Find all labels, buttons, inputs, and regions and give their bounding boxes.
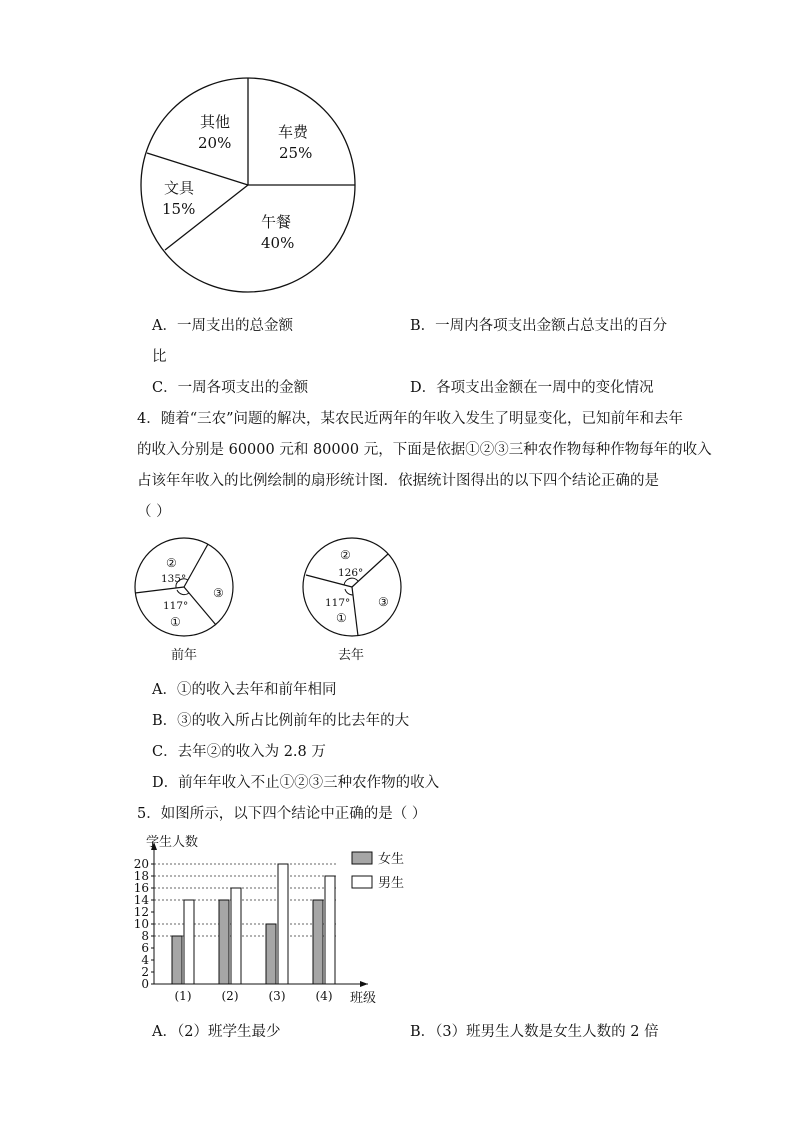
q5-option-b: B．（3）班男生人数是女生人数的 2 倍 <box>410 1024 659 1040</box>
y-tick-label-16: 16 <box>133 881 149 895</box>
x-tick-label-3: (3) <box>268 989 286 1003</box>
y-tick-label-0: 0 <box>141 977 149 991</box>
q4-option-c: C．去年②的收入为 2.8 万 <box>152 744 326 760</box>
x-axis-title: 班级 <box>350 991 377 1006</box>
bar-girls-2 <box>219 900 229 984</box>
pie-pct-qita: 20% <box>198 134 232 152</box>
y-tick-label-2: 2 <box>141 965 149 979</box>
y-tick-label-18: 18 <box>133 869 149 883</box>
bar-boys-1 <box>184 900 194 984</box>
q4-stem-line1: 4．随着“三农”问题的解决，某农民近两年的年收入发生了明显变化，已知前年和去年 <box>137 411 684 427</box>
legend-swatch-girls <box>352 852 372 864</box>
q4-option-a: A．①的收入去年和前年相同 <box>152 682 337 698</box>
q3-option-b: B．一周内各项支出金额占总支出的百分 <box>410 318 668 334</box>
bar-boys-2 <box>231 888 241 984</box>
y-tick-label-12: 12 <box>133 905 149 919</box>
q4-right-label-1: ① <box>336 611 347 625</box>
bar-girls-4 <box>313 900 323 984</box>
pie-label-wenju: 文具 <box>164 179 195 197</box>
y-tick-label-4: 4 <box>141 953 149 967</box>
y-tick-label-20: 20 <box>133 857 149 871</box>
q3-option-a: A．一周支出的总金额 <box>152 318 293 334</box>
q4-left-label-2: ② <box>166 556 177 570</box>
q4-option-d: D．前年年收入不止①②③三种农作物的收入 <box>152 775 440 791</box>
y-tick-label-8: 8 <box>141 929 149 943</box>
q4-left-angle-117: 117° <box>163 600 189 612</box>
q5-option-a: A．（2）班学生最少 <box>152 1024 281 1040</box>
q3-pie-chart <box>130 70 370 300</box>
pie-pct-wucan: 40% <box>261 234 295 252</box>
q4-right-angle-117: 117° <box>325 597 351 609</box>
legend-label-boys: 男生 <box>378 876 405 891</box>
q5-bar-chart <box>120 832 420 1010</box>
q3-option-c: C．一周各项支出的金额 <box>152 380 309 396</box>
q4-option-b: B．③的收入所占比例前年的比去年的大 <box>152 713 410 729</box>
q4-stem-line2: 的收入分别是 60000 元和 80000 元，下面是依据①②③三种农作物每种作物每年的收入 <box>137 442 712 458</box>
q4-left-angle-135: 135° <box>161 573 187 585</box>
y-tick-label-6: 6 <box>141 941 149 955</box>
x-tick-label-1: (1) <box>174 989 192 1003</box>
y-tick-label-14: 14 <box>133 893 149 907</box>
legend-label-girls: 女生 <box>378 852 405 867</box>
bar-boys-4 <box>325 876 335 984</box>
y-axis-title: 学生人数 <box>146 835 199 850</box>
pie-label-wucan: 午餐 <box>261 213 292 231</box>
q4-left-label-1: ① <box>170 615 181 629</box>
bar-boys-3 <box>278 864 288 984</box>
q4-left-label-3: ③ <box>213 586 224 600</box>
q4-left-caption: 前年 <box>171 648 198 663</box>
q4-stem-line3: 占该年年收入的比例绘制的扇形统计图．依据统计图得出的以下四个结论正确的是 <box>137 473 659 489</box>
q3-option-b-cont: 比 <box>152 349 167 365</box>
q4-right-label-3: ③ <box>378 595 389 609</box>
legend-swatch-boys <box>352 876 372 888</box>
y-tick-label-10: 10 <box>133 917 149 931</box>
q4-right-caption: 去年 <box>338 648 365 663</box>
q4-pie-last-year-before <box>128 535 240 665</box>
pie-pct-chefei: 25% <box>279 144 313 162</box>
q4-right-angle-126: 126° <box>338 567 364 579</box>
x-tick-label-2: (2) <box>221 989 239 1003</box>
bar-girls-1 <box>172 936 182 984</box>
pie-label-chefei: 车费 <box>278 123 309 141</box>
q4-pie-last-year <box>302 535 414 665</box>
pie-label-qita: 其他 <box>200 113 231 131</box>
q3-option-d: D．各项支出金额在一周中的变化情况 <box>410 380 654 396</box>
x-axis-arrow <box>360 981 368 987</box>
q4-right-label-2: ② <box>340 548 351 562</box>
bar-girls-3 <box>266 924 276 984</box>
pie-pct-wenju: 15% <box>162 200 196 218</box>
x-tick-label-4: (4) <box>315 989 333 1003</box>
q5-stem: 5．如图所示，以下四个结论中正确的是（ ） <box>137 806 427 822</box>
q4-stem-line4: （ ） <box>137 504 171 520</box>
